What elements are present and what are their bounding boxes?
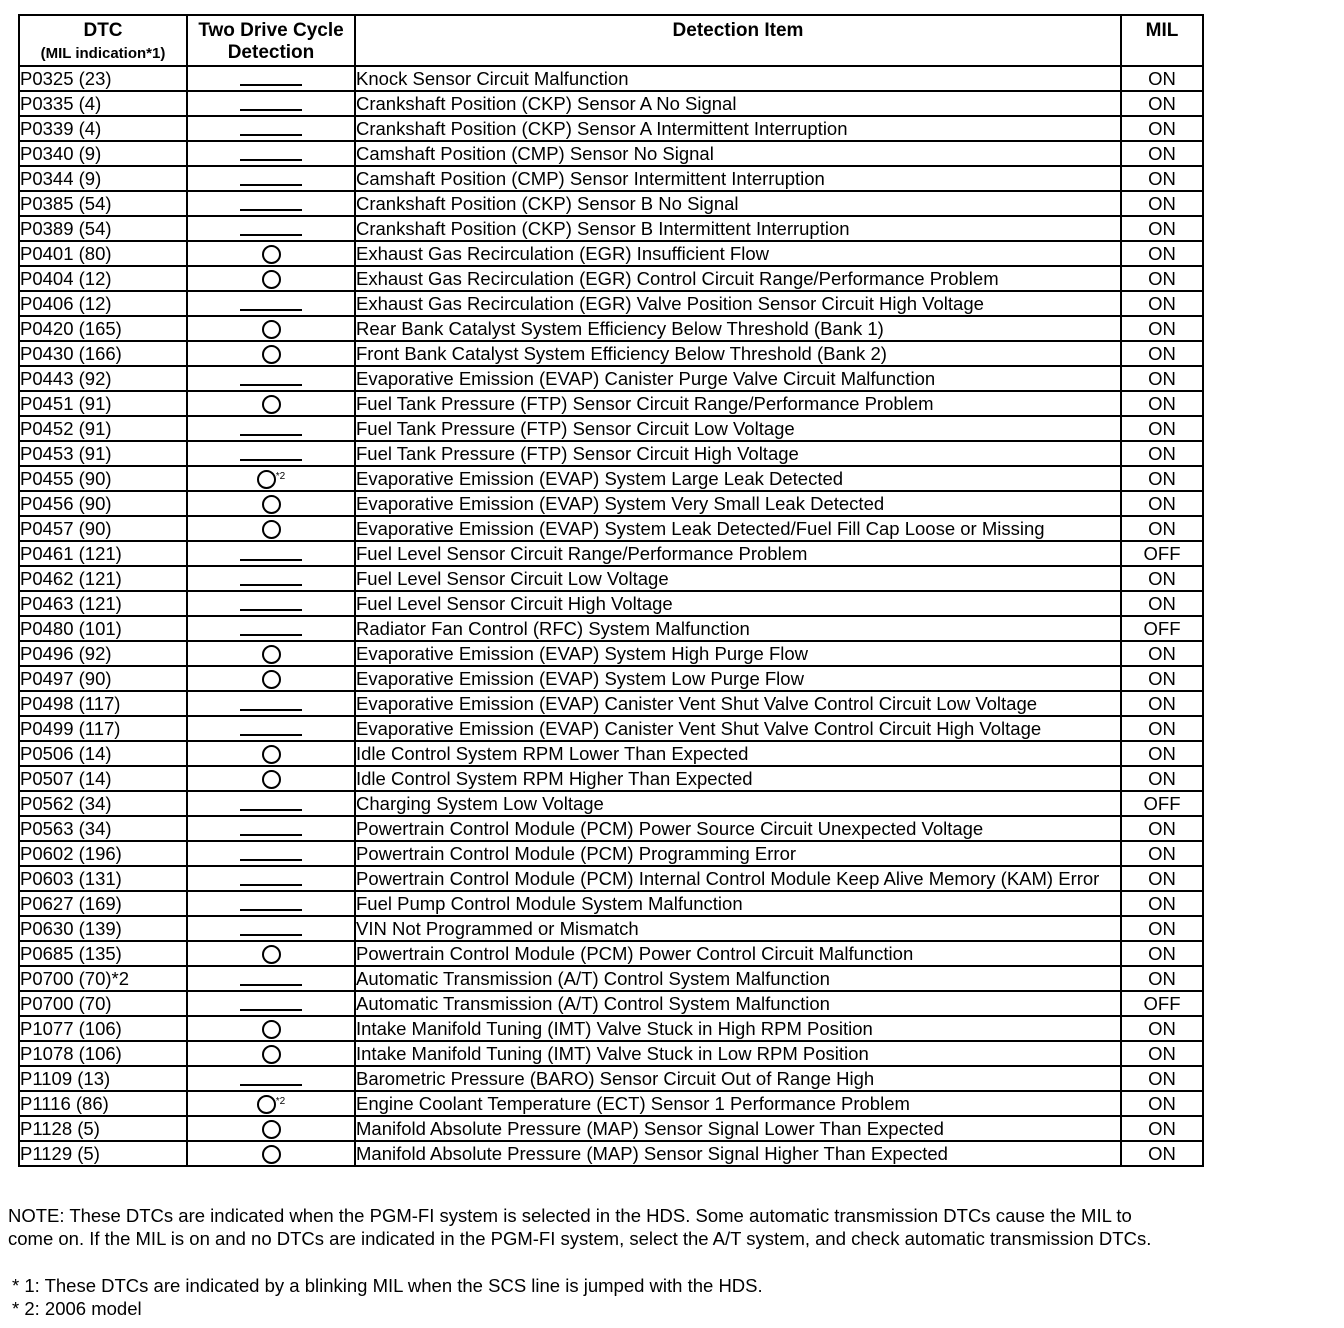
two-drive-cycle-cell (187, 1116, 355, 1141)
dtc-code: P1078 (106) (19, 1041, 187, 1066)
dash-line-icon (240, 184, 302, 186)
two-drive-cycle-cell (187, 1066, 355, 1091)
two-drive-cycle-cell (187, 566, 355, 591)
two-drive-cycle-cell (187, 91, 355, 116)
table-row (19, 766, 1203, 791)
two-drive-cycle-cell (187, 266, 355, 291)
table-row (19, 141, 1203, 166)
two-drive-cycle-cell (187, 991, 355, 1016)
circle-icon (262, 945, 281, 964)
dtc-code: P0463 (121) (19, 591, 187, 616)
detection-item: Exhaust Gas Recirculation (EGR) Control Circuit Range/Performance Problem (355, 266, 1121, 291)
circle-icon (262, 1020, 281, 1039)
detection-item: Idle Control System RPM Higher Than Expected (355, 766, 1121, 791)
mil-status: ON (1121, 1041, 1203, 1066)
dash-line-icon (240, 159, 302, 161)
mil-status: ON (1121, 241, 1203, 266)
table-row (19, 91, 1203, 116)
two-drive-cycle-cell (187, 1141, 355, 1166)
detection-item: Automatic Transmission (A/T) Control System Malfunction (355, 991, 1121, 1016)
mil-status: ON (1121, 1066, 1203, 1091)
header-mil: MIL (1121, 15, 1203, 66)
dash-line-icon (240, 134, 302, 136)
detection-item: Crankshaft Position (CKP) Sensor A Intermittent Interruption (355, 116, 1121, 141)
mil-status: ON (1121, 391, 1203, 416)
table-row (19, 1016, 1203, 1041)
detection-item: Fuel Tank Pressure (FTP) Sensor Circuit Range/Performance Problem (355, 391, 1121, 416)
detection-item: Powertrain Control Module (PCM) Power Control Circuit Malfunction (355, 941, 1121, 966)
dtc-code: P0443 (92) (19, 366, 187, 391)
dtc-code: P0430 (166) (19, 341, 187, 366)
two-drive-cycle-cell (187, 466, 355, 491)
circle-icon (257, 1095, 276, 1114)
circle-icon (262, 670, 281, 689)
mil-status: OFF (1121, 791, 1203, 816)
mil-status: ON (1121, 366, 1203, 391)
two-drive-cycle-cell (187, 441, 355, 466)
dash-line-icon (240, 1009, 302, 1011)
table-row (19, 941, 1203, 966)
mil-status: ON (1121, 591, 1203, 616)
detection-item: Engine Coolant Temperature (ECT) Sensor 1 Performance Problem (355, 1091, 1121, 1116)
table-row (19, 791, 1203, 816)
detection-item: Automatic Transmission (A/T) Control System Malfunction (355, 966, 1121, 991)
dash-line-icon (240, 384, 302, 386)
table-row (19, 66, 1203, 91)
table-row (19, 916, 1203, 941)
two-drive-cycle-cell (187, 116, 355, 141)
dtc-code: P0630 (139) (19, 916, 187, 941)
dtc-code: P0496 (92) (19, 641, 187, 666)
detection-item: Fuel Level Sensor Circuit High Voltage (355, 591, 1121, 616)
detection-item: Knock Sensor Circuit Malfunction (355, 66, 1121, 91)
two-drive-cycle-cell (187, 166, 355, 191)
mil-status: ON (1121, 916, 1203, 941)
dtc-code: P0385 (54) (19, 191, 187, 216)
table-row (19, 316, 1203, 341)
two-drive-cycle-cell (187, 641, 355, 666)
table-row (19, 741, 1203, 766)
table-row (19, 291, 1203, 316)
dtc-code: P0344 (9) (19, 166, 187, 191)
two-drive-cycle-cell (187, 291, 355, 316)
detection-item: Powertrain Control Module (PCM) Power Source Circuit Unexpected Voltage (355, 816, 1121, 841)
two-drive-cycle-cell (187, 666, 355, 691)
table-row (19, 541, 1203, 566)
dash-line-icon (240, 109, 302, 111)
dtc-table-body (19, 66, 1203, 1166)
two-drive-cycle-cell (187, 216, 355, 241)
dtc-code: P0602 (196) (19, 841, 187, 866)
circle-icon (262, 645, 281, 664)
dtc-code: P0506 (14) (19, 741, 187, 766)
dash-line-icon (240, 84, 302, 86)
mil-status: ON (1121, 466, 1203, 491)
detection-item: Charging System Low Voltage (355, 791, 1121, 816)
dtc-code: P0700 (70) (19, 991, 187, 1016)
mil-status: ON (1121, 841, 1203, 866)
two-drive-cycle-cell (187, 716, 355, 741)
table-row (19, 616, 1203, 641)
table-row (19, 216, 1203, 241)
two-drive-cycle-cell (187, 341, 355, 366)
detection-item: Barometric Pressure (BARO) Sensor Circuit Out of Range High (355, 1066, 1121, 1091)
dtc-code: P0340 (9) (19, 141, 187, 166)
circle-icon (262, 1145, 281, 1164)
two-drive-cycle-cell (187, 416, 355, 441)
two-drive-cycle-cell (187, 241, 355, 266)
dtc-code: P0451 (91) (19, 391, 187, 416)
dash-line-icon (240, 609, 302, 611)
dtc-code: P0406 (12) (19, 291, 187, 316)
header-dtc (19, 15, 187, 66)
detection-item: Crankshaft Position (CKP) Sensor B Intermittent Interruption (355, 216, 1121, 241)
detection-item: Intake Manifold Tuning (IMT) Valve Stuck in Low RPM Position (355, 1041, 1121, 1066)
table-row (19, 566, 1203, 591)
mil-status: ON (1121, 1091, 1203, 1116)
circle-icon (262, 770, 281, 789)
detection-item: Evaporative Emission (EVAP) System Very Small Leak Detected (355, 491, 1121, 516)
detection-item: Fuel Level Sensor Circuit Low Voltage (355, 566, 1121, 591)
mil-status: ON (1121, 866, 1203, 891)
detection-item: Crankshaft Position (CKP) Sensor A No Signal (355, 91, 1121, 116)
detection-item: Rear Bank Catalyst System Efficiency Below Threshold (Bank 1) (355, 316, 1121, 341)
dtc-code: P0335 (4) (19, 91, 187, 116)
circle-icon (262, 495, 281, 514)
dtc-code: P0455 (90) (19, 466, 187, 491)
table-row (19, 341, 1203, 366)
mil-status: ON (1121, 741, 1203, 766)
dash-line-icon (240, 309, 302, 311)
table-row (19, 816, 1203, 841)
mil-status: ON (1121, 291, 1203, 316)
two-drive-cycle-cell (187, 691, 355, 716)
table-row (19, 666, 1203, 691)
table-row (19, 691, 1203, 716)
dtc-code: P0685 (135) (19, 941, 187, 966)
table-row (19, 391, 1203, 416)
mil-status: OFF (1121, 541, 1203, 566)
dtc-code: P1077 (106) (19, 1016, 187, 1041)
table-row (19, 416, 1203, 441)
mil-status: ON (1121, 716, 1203, 741)
detection-item: Evaporative Emission (EVAP) Canister Purge Valve Circuit Malfunction (355, 366, 1121, 391)
circle-icon (262, 245, 281, 264)
mil-status: OFF (1121, 991, 1203, 1016)
detection-item: Crankshaft Position (CKP) Sensor B No Signal (355, 191, 1121, 216)
table-row (19, 441, 1203, 466)
table-row (19, 241, 1203, 266)
dash-line-icon (240, 809, 302, 811)
mil-status: ON (1121, 766, 1203, 791)
two-drive-cycle-cell (187, 141, 355, 166)
header-dtc-sub: (MIL indication*1) (40, 45, 166, 62)
dtc-code: P0603 (131) (19, 866, 187, 891)
table-row (19, 891, 1203, 916)
circle-icon (262, 320, 281, 339)
mil-status: ON (1121, 216, 1203, 241)
detection-item: Evaporative Emission (EVAP) Canister Vent Shut Valve Control Circuit Low Voltage (355, 691, 1121, 716)
footnote-marker: *2 (275, 1096, 286, 1107)
detection-item: Intake Manifold Tuning (IMT) Valve Stuck in High RPM Position (355, 1016, 1121, 1041)
dtc-code: P1116 (86) (19, 1091, 187, 1116)
footnote-marker: *2 (275, 471, 286, 482)
mil-status: ON (1121, 91, 1203, 116)
dtc-code: P0563 (34) (19, 816, 187, 841)
mil-status: ON (1121, 66, 1203, 91)
two-drive-cycle-cell (187, 916, 355, 941)
footnote-2: * 2: 2006 model (12, 1298, 142, 1319)
dtc-code: P0499 (117) (19, 716, 187, 741)
circle-icon (262, 745, 281, 764)
table-row (19, 716, 1203, 741)
circle-icon (262, 345, 281, 364)
dtc-table (18, 14, 1204, 1167)
detection-item: Powertrain Control Module (PCM) Internal Control Module Keep Alive Memory (KAM) Error (355, 866, 1121, 891)
mil-status: ON (1121, 891, 1203, 916)
dtc-code: P0420 (165) (19, 316, 187, 341)
dtc-code: P1129 (5) (19, 1141, 187, 1166)
table-row (19, 366, 1203, 391)
detection-item: Evaporative Emission (EVAP) System Low Purge Flow (355, 666, 1121, 691)
table-row (19, 1091, 1203, 1116)
dtc-code: P0452 (91) (19, 416, 187, 441)
header-two-drive-cycle: Two Drive Cycle Detection (187, 15, 355, 66)
two-drive-cycle-cell (187, 616, 355, 641)
mil-status: ON (1121, 516, 1203, 541)
dash-line-icon (240, 709, 302, 711)
mil-status: OFF (1121, 616, 1203, 641)
two-drive-cycle-cell (187, 816, 355, 841)
two-drive-cycle-cell (187, 741, 355, 766)
two-drive-cycle-cell (187, 791, 355, 816)
table-row (19, 516, 1203, 541)
detection-item: Camshaft Position (CMP) Sensor No Signal (355, 141, 1121, 166)
detection-item: Fuel Tank Pressure (FTP) Sensor Circuit Low Voltage (355, 416, 1121, 441)
mil-status: ON (1121, 166, 1203, 191)
detection-item: Evaporative Emission (EVAP) Canister Vent Shut Valve Control Circuit High Voltage (355, 716, 1121, 741)
dtc-code: P0497 (90) (19, 666, 187, 691)
table-row (19, 591, 1203, 616)
table-row (19, 266, 1203, 291)
table-row (19, 991, 1203, 1016)
mil-status: ON (1121, 341, 1203, 366)
mil-status: ON (1121, 441, 1203, 466)
dtc-code: P0339 (4) (19, 116, 187, 141)
table-row (19, 491, 1203, 516)
table-row (19, 1116, 1203, 1141)
dash-line-icon (240, 984, 302, 986)
dash-line-icon (240, 909, 302, 911)
mil-status: ON (1121, 1116, 1203, 1141)
two-drive-cycle-cell (187, 966, 355, 991)
detection-item: Fuel Level Sensor Circuit Range/Performance Problem (355, 541, 1121, 566)
dash-line-icon (240, 584, 302, 586)
dtc-code: P0562 (34) (19, 791, 187, 816)
mil-status: ON (1121, 641, 1203, 666)
note-line-2: come on. If the MIL is on and no DTCs are indicated in the PGM-FI system, select the A/T system, and check automatic transmission DTCs. (8, 1228, 1152, 1249)
dtc-code: P0456 (90) (19, 491, 187, 516)
two-drive-cycle-cell (187, 516, 355, 541)
dtc-code: P1128 (5) (19, 1116, 187, 1141)
mil-status: ON (1121, 966, 1203, 991)
table-row (19, 116, 1203, 141)
mil-status: ON (1121, 141, 1203, 166)
mil-status: ON (1121, 266, 1203, 291)
table-header-row (19, 15, 1203, 66)
dash-line-icon (240, 209, 302, 211)
mil-status: ON (1121, 316, 1203, 341)
circle-icon (262, 520, 281, 539)
two-drive-cycle-cell (187, 66, 355, 91)
mil-status: ON (1121, 1141, 1203, 1166)
dtc-code: P0453 (91) (19, 441, 187, 466)
dash-line-icon (240, 234, 302, 236)
header-detection-item: Detection Item (355, 15, 1121, 66)
dtc-code: P0480 (101) (19, 616, 187, 641)
detection-item: Exhaust Gas Recirculation (EGR) Valve Position Sensor Circuit High Voltage (355, 291, 1121, 316)
detection-item: Idle Control System RPM Lower Than Expected (355, 741, 1121, 766)
dash-line-icon (240, 859, 302, 861)
detection-item: Evaporative Emission (EVAP) System Leak Detected/Fuel Fill Cap Loose or Missing (355, 516, 1121, 541)
two-drive-cycle-cell (187, 491, 355, 516)
header-dtc-label: DTC (83, 20, 123, 41)
table-row (19, 841, 1203, 866)
dash-line-icon (240, 434, 302, 436)
dtc-code: P0389 (54) (19, 216, 187, 241)
note-line-1: NOTE: These DTCs are indicated when the PGM-FI system is selected in the HDS. Some automatic transmission DTCs cause the MIL to (8, 1205, 1132, 1226)
dtc-code: P0700 (70)*2 (19, 966, 187, 991)
mil-status: ON (1121, 666, 1203, 691)
dtc-code: P1109 (13) (19, 1066, 187, 1091)
two-drive-cycle-cell (187, 891, 355, 916)
table-row (19, 641, 1203, 666)
two-drive-cycle-cell (187, 316, 355, 341)
detection-item: Front Bank Catalyst System Efficiency Below Threshold (Bank 2) (355, 341, 1121, 366)
dtc-code: P0462 (121) (19, 566, 187, 591)
detection-item: Evaporative Emission (EVAP) System Large Leak Detected (355, 466, 1121, 491)
two-drive-cycle-cell (187, 366, 355, 391)
note-text (8, 1204, 1151, 1250)
two-drive-cycle-cell (187, 391, 355, 416)
table-row (19, 966, 1203, 991)
dash-line-icon (240, 634, 302, 636)
table-row (19, 1041, 1203, 1066)
two-drive-cycle-cell (187, 191, 355, 216)
mil-status: ON (1121, 416, 1203, 441)
circle-icon (262, 270, 281, 289)
circle-icon (262, 1120, 281, 1139)
dtc-code: P0461 (121) (19, 541, 187, 566)
dash-line-icon (240, 559, 302, 561)
two-drive-cycle-cell (187, 941, 355, 966)
two-drive-cycle-cell (187, 1041, 355, 1066)
circle-icon (262, 395, 281, 414)
dash-line-icon (240, 834, 302, 836)
table-row (19, 466, 1203, 491)
table-row (19, 191, 1203, 216)
two-drive-cycle-cell (187, 766, 355, 791)
mil-status: ON (1121, 1016, 1203, 1041)
mil-status: ON (1121, 191, 1203, 216)
mil-status: ON (1121, 491, 1203, 516)
dash-line-icon (240, 884, 302, 886)
detection-item: Evaporative Emission (EVAP) System High Purge Flow (355, 641, 1121, 666)
two-drive-cycle-cell (187, 1016, 355, 1041)
mil-status: ON (1121, 691, 1203, 716)
two-drive-cycle-cell (187, 1091, 355, 1116)
dtc-code: P0457 (90) (19, 516, 187, 541)
detection-item: Fuel Pump Control Module System Malfunction (355, 891, 1121, 916)
dash-line-icon (240, 734, 302, 736)
dtc-code: P0325 (23) (19, 66, 187, 91)
circle-icon (262, 1045, 281, 1064)
two-drive-cycle-cell (187, 866, 355, 891)
dtc-code: P0498 (117) (19, 691, 187, 716)
table-row (19, 1066, 1203, 1091)
table-row (19, 1141, 1203, 1166)
detection-item: Manifold Absolute Pressure (MAP) Sensor Signal Higher Than Expected (355, 1141, 1121, 1166)
detection-item: Powertrain Control Module (PCM) Programming Error (355, 841, 1121, 866)
dtc-code: P0401 (80) (19, 241, 187, 266)
footnote-1: * 1: These DTCs are indicated by a blinking MIL when the SCS line is jumped with the HDS. (12, 1275, 763, 1296)
table-row (19, 166, 1203, 191)
dash-line-icon (240, 459, 302, 461)
two-drive-cycle-cell (187, 541, 355, 566)
mil-status: ON (1121, 941, 1203, 966)
detection-item: Camshaft Position (CMP) Sensor Intermittent Interruption (355, 166, 1121, 191)
detection-item: Radiator Fan Control (RFC) System Malfunction (355, 616, 1121, 641)
detection-item: Manifold Absolute Pressure (MAP) Sensor Signal Lower Than Expected (355, 1116, 1121, 1141)
table-row (19, 866, 1203, 891)
mil-status: ON (1121, 566, 1203, 591)
detection-item: VIN Not Programmed or Mismatch (355, 916, 1121, 941)
footnotes (12, 1274, 763, 1320)
mil-status: ON (1121, 116, 1203, 141)
mil-status: ON (1121, 816, 1203, 841)
circle-icon (257, 470, 276, 489)
dash-line-icon (240, 934, 302, 936)
two-drive-cycle-cell (187, 591, 355, 616)
dtc-code: P0627 (169) (19, 891, 187, 916)
detection-item: Exhaust Gas Recirculation (EGR) Insufficient Flow (355, 241, 1121, 266)
dtc-code: P0404 (12) (19, 266, 187, 291)
dtc-code: P0507 (14) (19, 766, 187, 791)
detection-item: Fuel Tank Pressure (FTP) Sensor Circuit High Voltage (355, 441, 1121, 466)
dash-line-icon (240, 1084, 302, 1086)
two-drive-cycle-cell (187, 841, 355, 866)
